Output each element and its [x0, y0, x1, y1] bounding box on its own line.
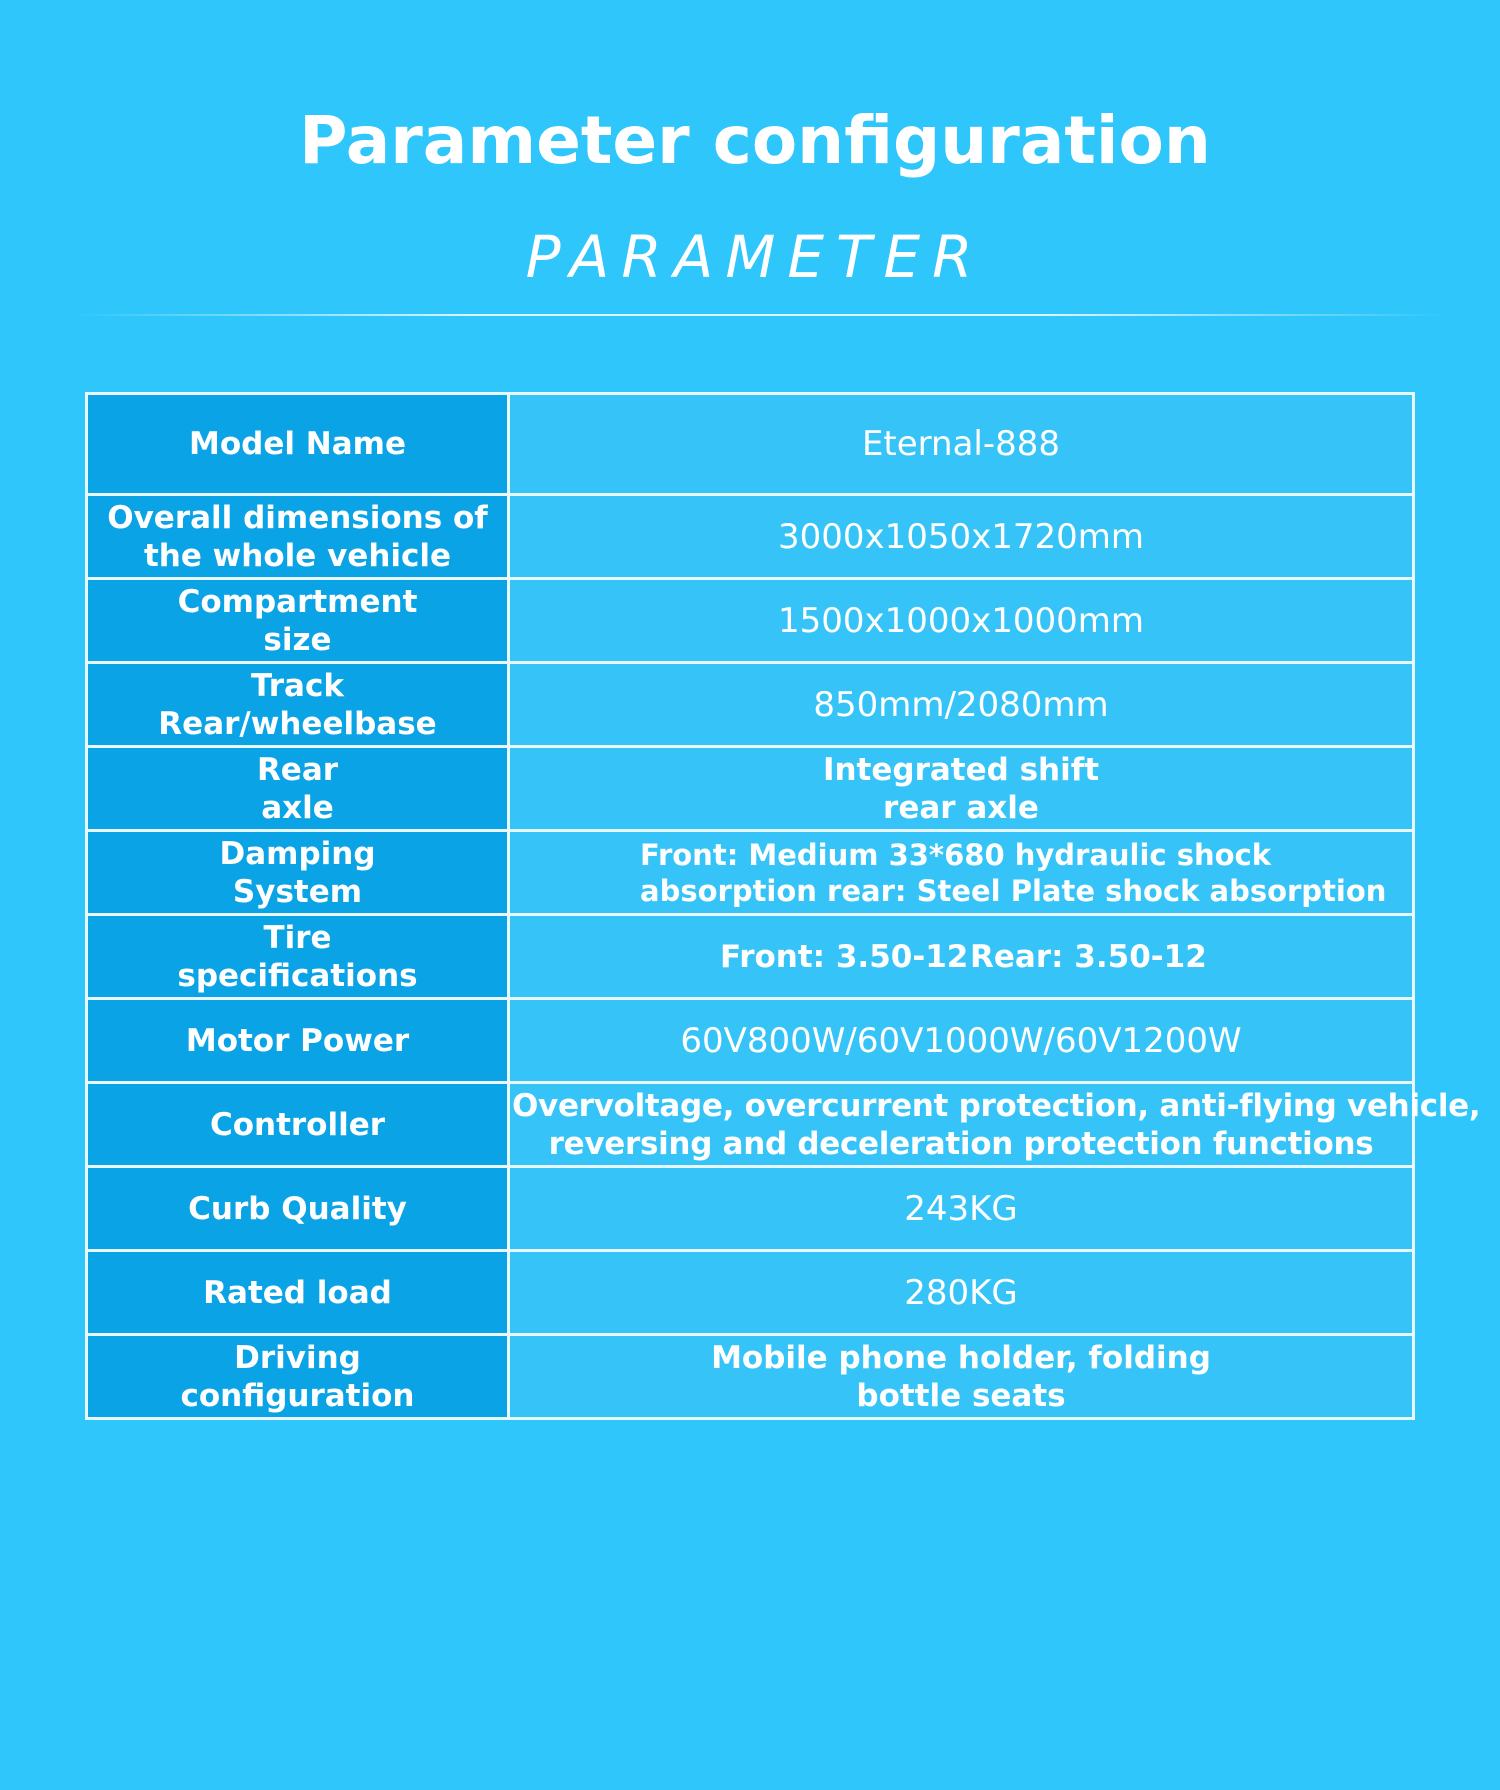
- tire-spec-group: [510, 938, 1412, 976]
- table-row: [87, 999, 1414, 1083]
- table-row: [87, 663, 1414, 747]
- spec-label: Motor Power: [87, 999, 509, 1083]
- spec-label: Overall dimensions of the whole vehicle: [87, 495, 509, 579]
- spec-label: Rated load: [87, 1251, 509, 1335]
- table-row: [87, 579, 1414, 663]
- table-row: [87, 831, 1414, 915]
- spec-label: Controller: [87, 1083, 509, 1167]
- spec-value: Eternal-888: [509, 394, 1414, 495]
- spec-value: Front: Medium 33*680 hydraulic shock absorption rear: Steel Plate shock absorption: [509, 831, 1414, 915]
- controller-line-1: Overvoltage, overcurrent protection, anti-flying vehicle,: [512, 1087, 1481, 1124]
- table-row: [87, 495, 1414, 579]
- tire-front-value: Front: 3.50-12: [720, 938, 969, 975]
- spec-value: Mobile phone holder, folding bottle seats: [509, 1335, 1414, 1419]
- spec-label: Tire specifications: [87, 915, 509, 999]
- spec-label: Compartment size: [87, 579, 509, 663]
- spec-label: Model Name: [87, 394, 509, 495]
- spec-label: Curb Quality: [87, 1167, 509, 1251]
- spec-value: 280KG: [509, 1251, 1414, 1335]
- spec-value: [509, 1083, 1481, 1167]
- spec-value-tire: [509, 915, 1414, 999]
- table-row: [87, 1167, 1414, 1251]
- table-row: [87, 915, 1414, 999]
- table-row: [87, 1335, 1414, 1419]
- spec-value: Integrated shift rear axle: [509, 747, 1414, 831]
- table-row: [87, 747, 1414, 831]
- header-divider: [70, 314, 1450, 316]
- page-title: Parameter configuration: [299, 102, 1211, 179]
- table-row: [87, 1083, 1414, 1167]
- spec-label: Track Rear/wheelbase: [87, 663, 509, 747]
- table-row: [87, 394, 1414, 495]
- spec-value: 1500x1000x1000mm: [509, 579, 1414, 663]
- tire-rear-value: Rear: 3.50-12: [970, 938, 1207, 975]
- spec-label: Damping System: [87, 831, 509, 915]
- controller-line-2: reversing and deceleration protection functions: [548, 1125, 1374, 1162]
- spec-label: Driving configuration: [87, 1335, 509, 1419]
- spec-value: 243KG: [509, 1167, 1414, 1251]
- spec-value: 3000x1050x1720mm: [509, 495, 1414, 579]
- parameter-table: [85, 392, 1481, 1420]
- spec-value: 850mm/2080mm: [509, 663, 1414, 747]
- spec-value: 60V800W/60V1000W/60V1200W: [509, 999, 1414, 1083]
- page-subtitle: PARAMETER: [525, 223, 985, 291]
- table-row: [87, 1251, 1414, 1335]
- spec-label: Rear axle: [87, 747, 509, 831]
